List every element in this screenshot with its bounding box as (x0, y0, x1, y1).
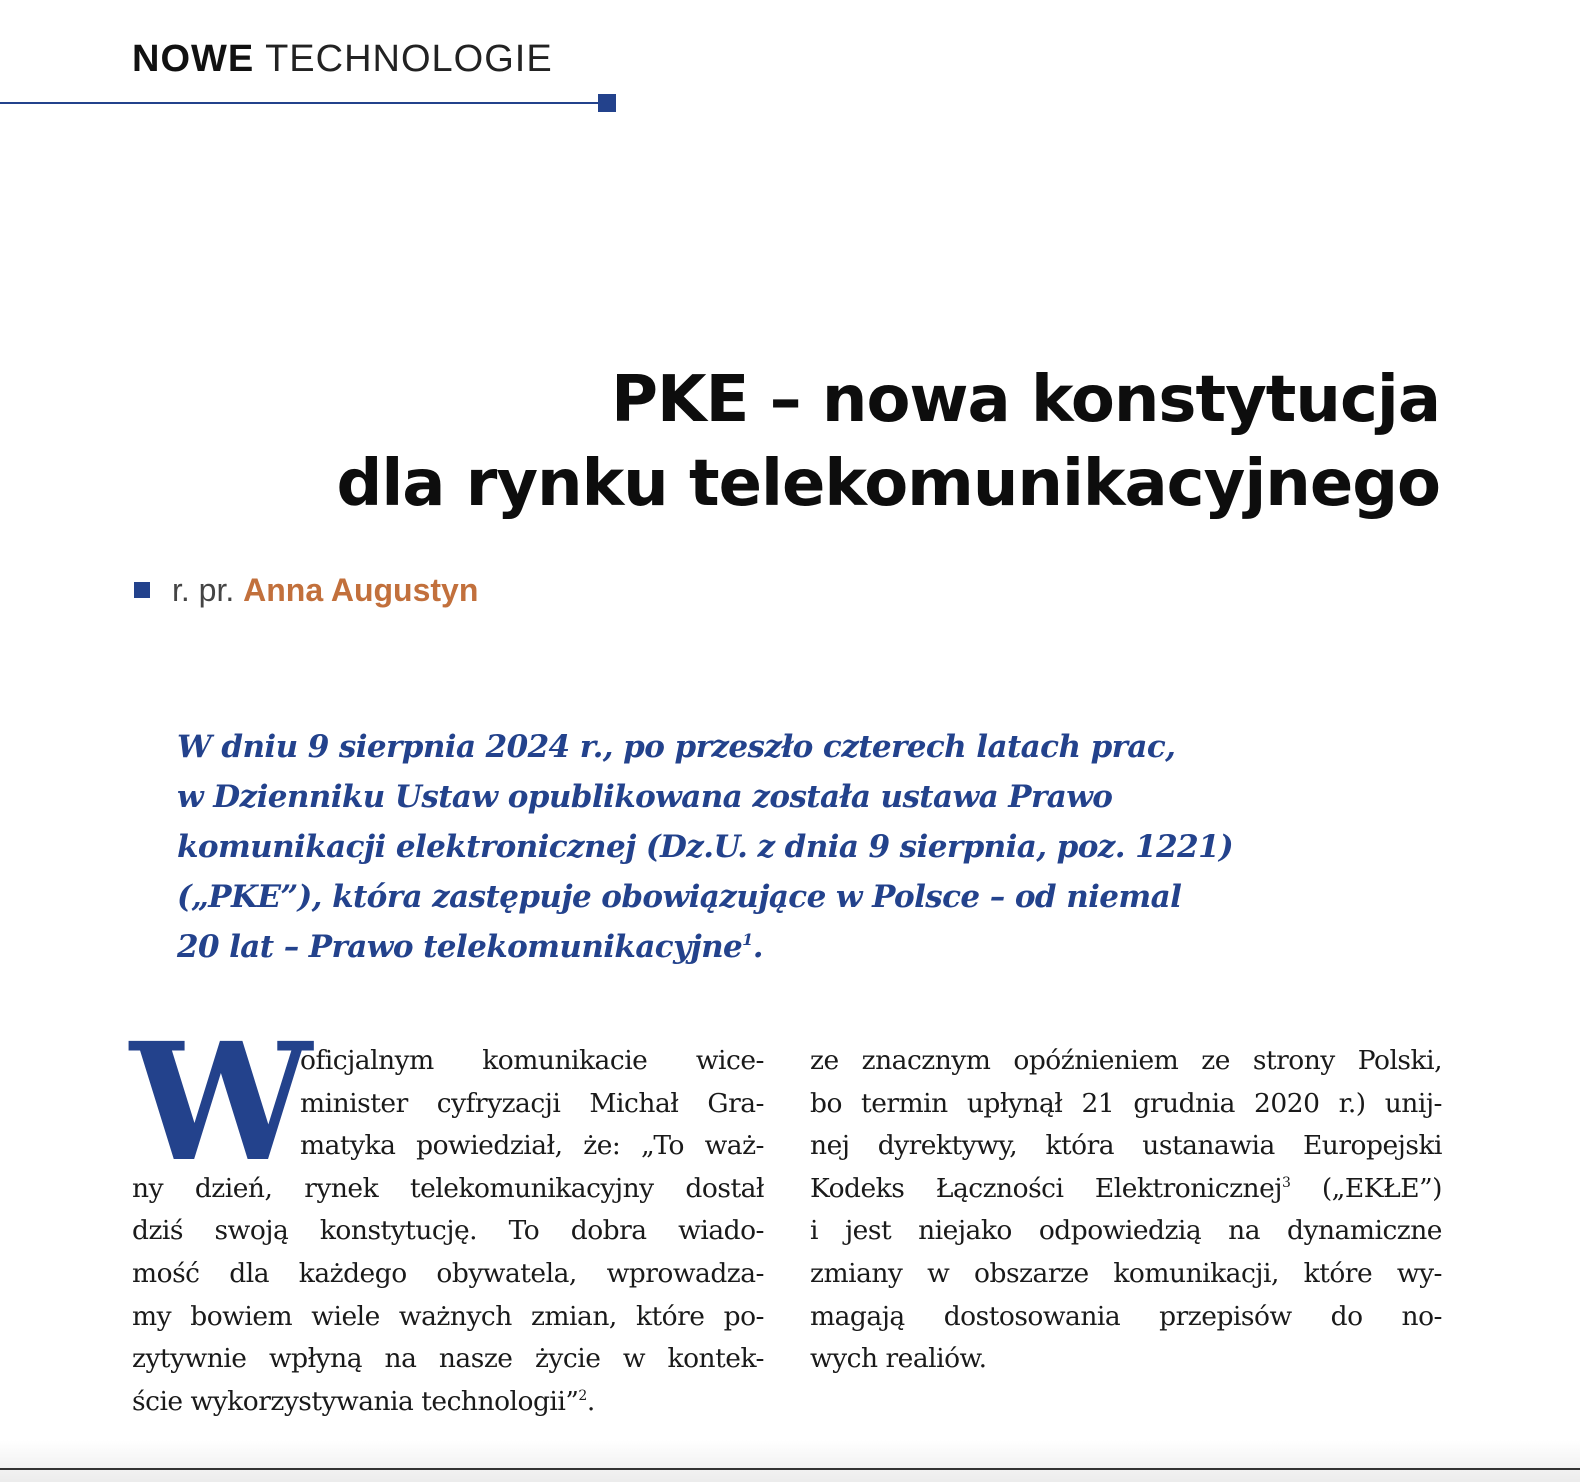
lead-line-text: 20 lat – Prawo telekomunikacyjne (177, 929, 743, 965)
body-line: matyka powiedział, że: „To waż- (300, 1130, 764, 1162)
body-line-text: ście wykorzystywania technologii” (132, 1385, 579, 1417)
bottom-edge-line (0, 1468, 1580, 1470)
footnote-ref: 3 (1282, 1174, 1291, 1191)
section-header-light: TECHNOLOGIE (265, 38, 553, 80)
body-line-text: Kodeks Łączności Elektronicznej (810, 1172, 1283, 1204)
lead-line: w Dzienniku Ustaw opublikowana została ustawa Prawo (177, 779, 1113, 815)
bottom-shadow (0, 1440, 1580, 1482)
body-line: oficjalnym komunikacie wice- (300, 1045, 764, 1076)
body-line-end: . (586, 1385, 595, 1417)
body-line: magają dostosowania przepisów do no- (810, 1300, 1442, 1332)
body-line-last: wych realiów. (810, 1343, 987, 1375)
body-line: dziś swoją konstytucję. To dobra wiado- (132, 1215, 764, 1247)
body-line: i jest niejako odpowiedzią na dynamiczne (810, 1215, 1442, 1247)
byline-prefix: r. pr. (172, 572, 235, 608)
body-line: bo termin upłynął 21 grudnia 2020 r.) unij- (810, 1087, 1442, 1119)
lead-line: W dniu 9 sierpnia 2024 r., po przeszło czterech latach prac, (177, 729, 1176, 765)
footnote-ref: 1 (742, 930, 753, 949)
body-line-with-footnote (810, 1168, 1442, 1211)
body-line-last (132, 1381, 764, 1424)
author-name: Anna Augustyn (243, 572, 479, 608)
body-line: zmiany w obszarze komunikacji, które wy- (810, 1257, 1442, 1289)
header-square-marker (598, 94, 616, 112)
byline (134, 574, 478, 606)
body-line: nej dyrektywy, która ustanawia Europejski (810, 1130, 1442, 1162)
lead-end: . (752, 929, 763, 965)
article-title-line-2: dla rynku telekomunikacyjnego (336, 447, 1440, 521)
body-line: zytywnie wpłyną na nasze życie w kontek- (132, 1343, 764, 1375)
body-column-left (132, 1040, 764, 1423)
lead-line: („PKE”), która zastępuje obowiązujące w Polsce – od niemal (177, 879, 1182, 915)
header-rule (0, 102, 600, 104)
body-line: my bowiem wiele ważnych zmian, które po- (132, 1300, 764, 1332)
byline-square-marker (134, 582, 150, 598)
article-title (140, 358, 1440, 526)
body-line: mość dla każdego obywatela, wprowadza- (132, 1257, 764, 1289)
body-line: ny dzień, rynek telekomunikacyjny dostał (132, 1172, 764, 1204)
body-line: ze znacznym opóźnieniem ze strony Polski, (810, 1045, 1442, 1076)
section-header (132, 40, 553, 78)
lead-line: komunikacji elektronicznej (Dz.U. z dnia 9 sierpnia, poz. 1221) (177, 829, 1234, 865)
body-line: minister cyfryzacji Michał Gra- (300, 1087, 764, 1119)
lead-paragraph (177, 722, 1234, 972)
section-header-bold: NOWE (132, 38, 255, 80)
body-line-end: („EKŁE”) (1290, 1172, 1442, 1204)
footnote-ref: 2 (578, 1387, 587, 1404)
article-title-line-1: PKE – nowa konstytucja (611, 363, 1440, 437)
body-column-right (810, 1040, 1442, 1381)
lead-line-last (177, 922, 1217, 972)
drop-cap: W (130, 1008, 312, 1198)
